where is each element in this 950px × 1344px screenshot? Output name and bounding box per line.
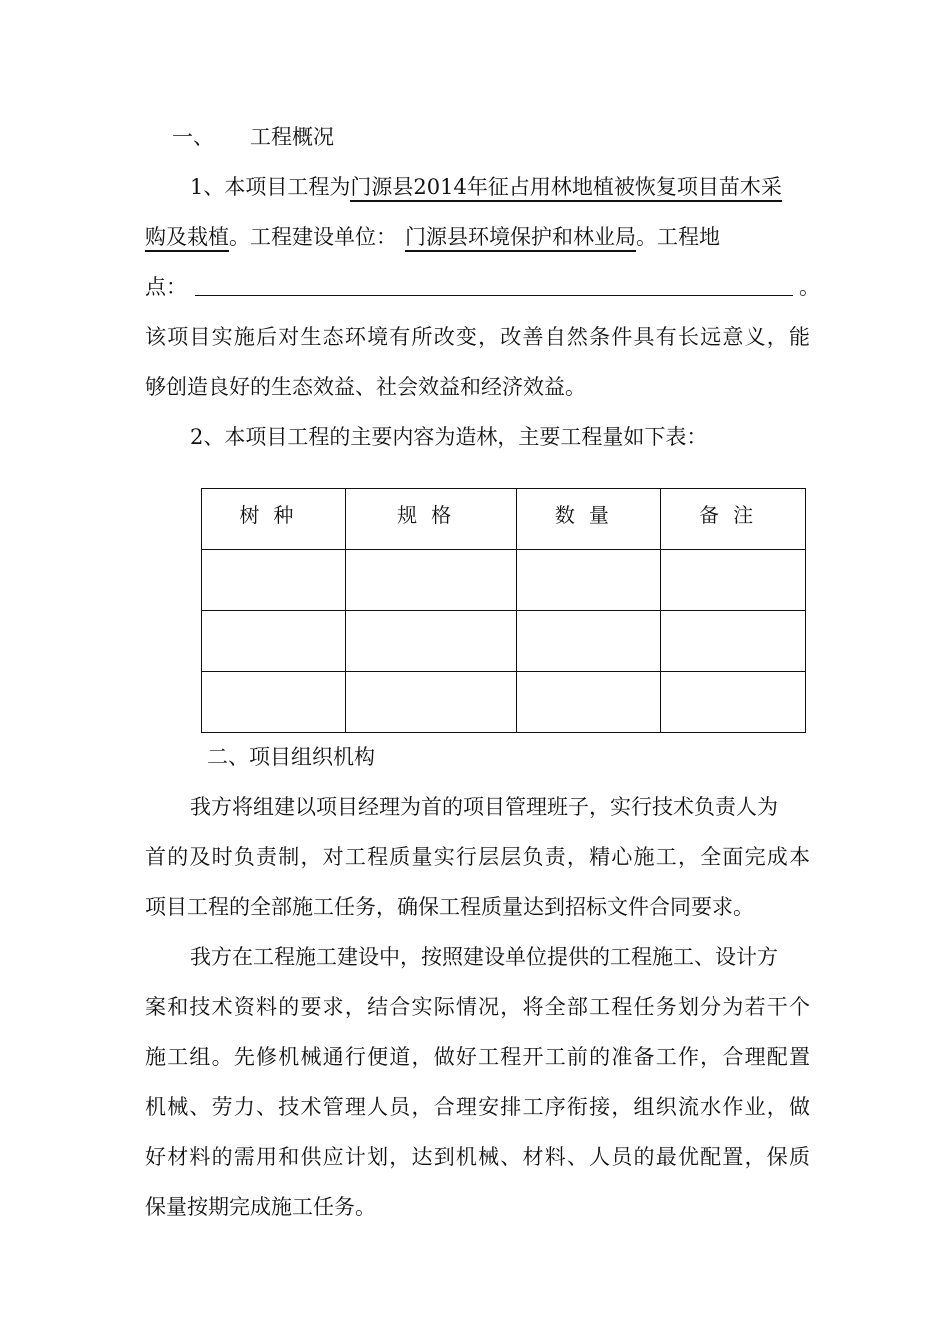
table-header-row (202, 489, 806, 550)
section1-heading-text: 工程概况 (250, 125, 334, 149)
header-remarks: 备注 (661, 489, 806, 550)
para2: 2、本项目工程的主要内容为造林，主要工程量如下表： (190, 425, 708, 449)
quantity-table (201, 488, 806, 733)
table-cell (517, 672, 661, 733)
table-row (202, 672, 806, 733)
table-cell (345, 550, 517, 611)
table-cell (345, 611, 517, 672)
section2-para2-line5: 好材料的需用和供应计划，达到机械、材料、人员的最优配置，保质 (145, 1145, 810, 1169)
section2-para2-line3: 施工组。先修机械通行便道，做好工程开工前的准备工作，合理配置 (145, 1045, 810, 1069)
section2-para2-line2: 案和技术资料的要求，结合实际情况，将全部工程任务划分为若干个 (145, 995, 810, 1019)
table-cell (517, 611, 661, 672)
section2-para2-line4: 机械、劳力、技术管理人员，合理安排工序衔接，组织流水作业，做 (145, 1095, 810, 1119)
table-cell (517, 550, 661, 611)
para1-line5: 够创造良好的生态效益、社会效益和经济效益。 (145, 375, 586, 399)
para1-line2: 购及栽植。工程建设单位： 门源县环境保护和林业局。工程地 (145, 222, 810, 252)
project-name-continued: 购及栽植 (145, 225, 229, 252)
section2-para2-line6: 保量按期完成施工任务。 (145, 1195, 376, 1219)
section2-para2-line1: 我方在工程施工建设中，按照建设单位提供的工程施工、设计方 (190, 945, 778, 969)
para1-line4: 该项目实施后对生态环境有所改变，改善自然条件具有长远意义，能 (145, 325, 810, 349)
table-cell (202, 611, 346, 672)
table-cell (345, 672, 517, 733)
section2-para1-line1: 我方将组建以项目经理为首的项目管理班子，实行技术负责人为 (190, 795, 778, 819)
construction-unit-underlined: 门源县环境保护和林业局 (405, 225, 636, 252)
section2-para1-line3: 项目工程的全部施工任务，确保工程质量达到招标文件合同要求。 (145, 895, 754, 919)
project-name-underlined: 门源县2014年征占用林地植被恢复项目苗木采 (350, 175, 781, 202)
location-blank-line (195, 273, 793, 296)
table-cell (661, 672, 806, 733)
section2-para1-line2: 首的及时负责制，对工程质量实行层层负责，精心施工，全面完成本 (145, 845, 810, 869)
table-cell (202, 550, 346, 611)
table-cell (661, 611, 806, 672)
table-row (202, 550, 806, 611)
header-tree-species: 树种 (202, 489, 346, 550)
section1-heading-number: 一、 (172, 125, 214, 149)
header-specification: 规格 (345, 489, 517, 550)
para1-line1: 1、本项目工程为门源县2014年征占用林地植被恢复项目苗木采 (190, 172, 810, 202)
table-cell (661, 550, 806, 611)
header-quantity: 数量 (517, 489, 661, 550)
section1-heading (172, 122, 837, 152)
section2-heading: 二、项目组织机构 (207, 745, 375, 769)
para1-line3: 点： 。 (145, 275, 820, 299)
table-cell (202, 672, 346, 733)
table-row (202, 611, 806, 672)
